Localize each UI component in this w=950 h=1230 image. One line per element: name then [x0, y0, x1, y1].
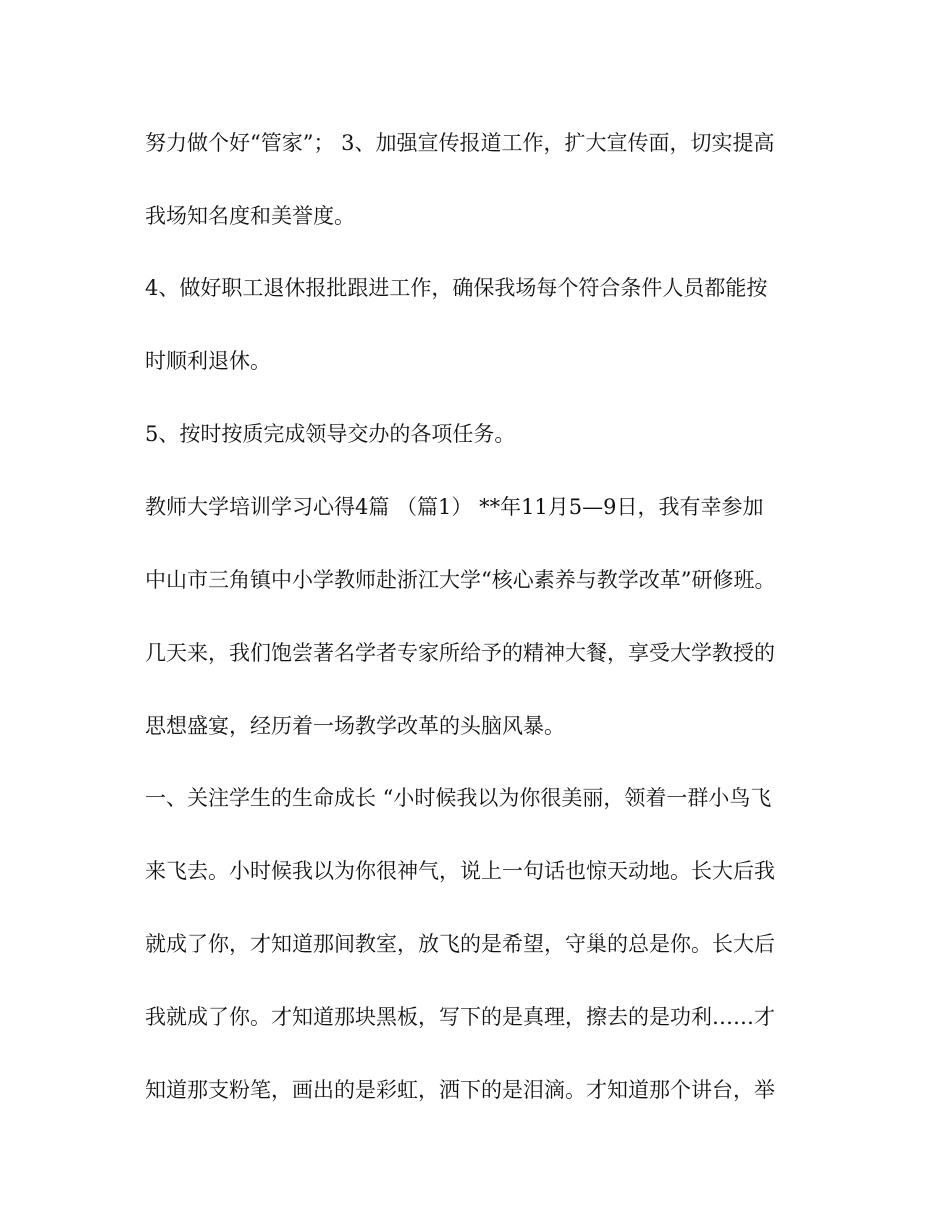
text-line: 思想盛宴，经历着一场教学改革的头脑风暴。 [145, 714, 565, 738]
text-line: 教师大学培训学习心得4篇 （篇1） **年11月5—9日，我有幸参加 [145, 495, 764, 519]
text-line: 时顺利退休。 [145, 349, 271, 373]
text-line: 我就成了你。才知道那块黑板，写下的是真理，擦去的是功利……才 [145, 1005, 775, 1029]
text-line: 一、关注学生的生命成长 “小时候我以为你很美丽，领着一群小鸟飞 [145, 786, 772, 810]
text-line: 来飞去。小时候我以为你很神气，说上一句话也惊天动地。长大后我 [145, 859, 775, 883]
text-line: 努力做个好“管家”； 3、加强宣传报道工作，扩大宣传面，切实提高 [145, 131, 775, 155]
text-line: 就成了你，才知道那间教室，放飞的是希望，守巢的总是你。长大后 [145, 932, 775, 956]
text-line: 我场知名度和美誉度。 [145, 204, 355, 228]
text-line: 知道那支粉笔，画出的是彩虹，洒下的是泪滴。才知道那个讲台，举 [145, 1078, 775, 1102]
text-line: 4、做好职工退休报批跟进工作，确保我场每个符合条件人员都能按 [145, 276, 768, 300]
text-line: 中山市三角镇中小学教师赴浙江大学“核心素养与教学改革”研修班。 [145, 568, 776, 592]
text-line: 几天来，我们饱尝著名学者专家所给予的精神大餐，享受大学教授的 [145, 641, 775, 665]
text-line: 5、按时按质完成领导交办的各项任务。 [145, 422, 516, 446]
